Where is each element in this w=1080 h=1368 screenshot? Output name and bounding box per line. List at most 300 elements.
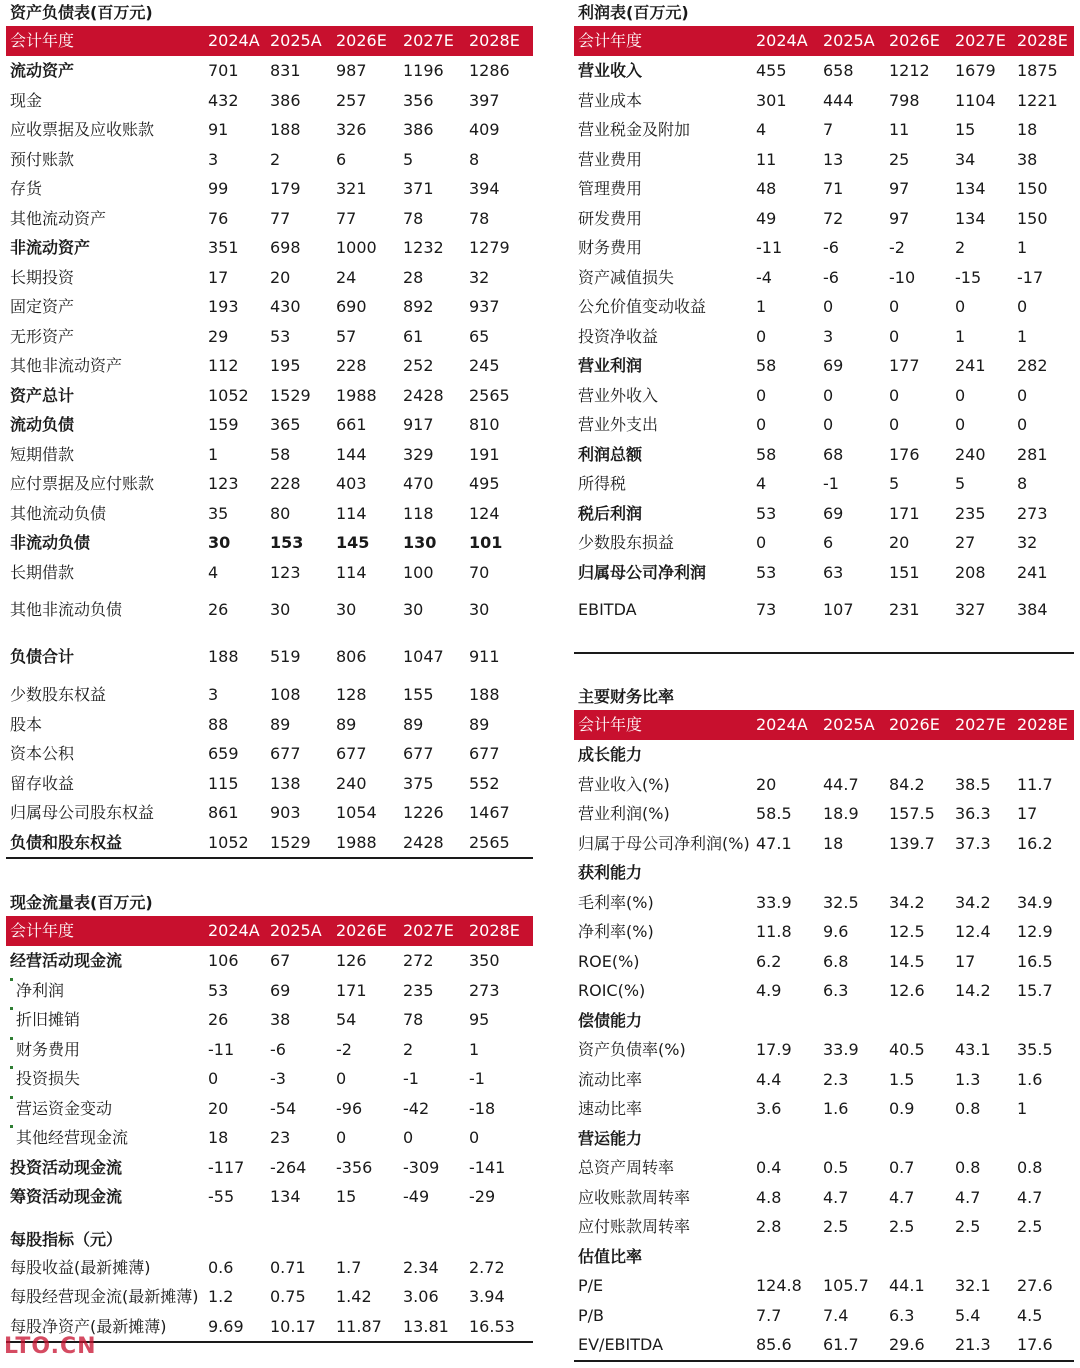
row-value: 44.1 — [889, 1276, 925, 1295]
row-value: 4.9 — [756, 981, 782, 1000]
row-value: 176 — [889, 444, 920, 464]
row-value: 150 — [1017, 208, 1048, 228]
row-value: 23 — [270, 1128, 291, 1147]
row-value: 281 — [1017, 444, 1048, 464]
row-value: 409 — [469, 120, 500, 139]
row-label: 其他非流动负债 — [10, 600, 123, 619]
row-label: 公允价值变动收益 — [578, 297, 707, 316]
row-label: 净利润 — [16, 976, 64, 1006]
row-value: 5.4 — [955, 1305, 981, 1325]
row-label: P/B — [578, 1305, 605, 1325]
row-value: 155 — [403, 685, 434, 704]
row-value: 18.9 — [823, 804, 859, 823]
row-value: 134 — [955, 208, 986, 228]
row-label: 毛利率(%) — [578, 892, 654, 912]
row-value: 20 — [270, 267, 291, 287]
row-value: 1 — [208, 444, 219, 464]
table-row — [574, 976, 1074, 1006]
row-value: 690 — [336, 297, 367, 316]
row-value: 179 — [270, 179, 301, 198]
row-value: 32 — [1017, 533, 1038, 552]
row-value: 1286 — [469, 61, 510, 80]
row-value: 3.94 — [469, 1287, 505, 1306]
row-value: 30 — [336, 600, 357, 619]
row-value: 53 — [756, 503, 777, 523]
row-value: 115 — [208, 773, 239, 793]
row-value: 67 — [270, 951, 291, 970]
row-value: 99 — [208, 179, 229, 198]
row-value: 38 — [270, 1010, 291, 1029]
table-row — [574, 770, 1074, 800]
header-year: 2027E — [955, 31, 1006, 50]
row-value: 4.5 — [1017, 1305, 1043, 1325]
row-value: 798 — [889, 90, 920, 110]
balance-sheet-panel — [6, 0, 533, 859]
row-value: 235 — [955, 503, 986, 523]
header-year: 2027E — [403, 31, 454, 50]
row-value: 937 — [469, 297, 500, 316]
row-value: 1 — [469, 1039, 480, 1059]
row-value: 58 — [756, 444, 777, 464]
row-label: 营业收入 — [578, 61, 643, 80]
table-row — [6, 499, 533, 529]
row-value: -17 — [1017, 267, 1044, 287]
row-value: 34.9 — [1017, 892, 1053, 912]
row-value: 10.17 — [270, 1316, 316, 1336]
row-value: 4 — [208, 562, 219, 582]
row-value: 0 — [889, 385, 900, 405]
table-row — [574, 469, 1074, 499]
row-label: 总资产周转率 — [578, 1158, 675, 1177]
header-year: 2025A — [823, 715, 875, 734]
row-value: 70 — [469, 562, 490, 582]
row-value: 107 — [823, 600, 854, 619]
table-row — [574, 1094, 1074, 1124]
row-value: 177 — [889, 356, 920, 375]
row-label: 营业收入(%) — [578, 774, 670, 794]
row-value: 5 — [955, 474, 966, 493]
row-label: 每股收益(最新摊薄) — [10, 1257, 151, 1277]
row-value: 4 — [756, 474, 767, 493]
table-row — [6, 1035, 533, 1065]
row-value: 1047 — [403, 647, 444, 666]
row-value: 0.71 — [270, 1257, 306, 1277]
row-value: 1875 — [1017, 61, 1058, 80]
table-row — [6, 115, 533, 145]
row-value: 661 — [336, 415, 367, 434]
row-value: 0.7 — [889, 1158, 915, 1177]
row-value: 0 — [469, 1128, 480, 1147]
row-value: -29 — [469, 1187, 496, 1206]
row-value: 78 — [403, 208, 424, 228]
row-value: 84.2 — [889, 774, 925, 794]
row-value: 85.6 — [756, 1335, 792, 1354]
row-label: 投资净收益 — [578, 326, 659, 346]
table-row — [574, 558, 1074, 588]
row-value: 20 — [889, 533, 910, 552]
header-year: 2024A — [756, 31, 808, 50]
row-value: 14.2 — [955, 981, 991, 1000]
row-value: 1 — [1017, 238, 1028, 257]
row-value: 63 — [823, 562, 844, 582]
ratios-header — [574, 710, 1074, 740]
row-value: 831 — [270, 61, 301, 80]
row-value: 61.7 — [823, 1335, 859, 1354]
row-value: 0.4 — [756, 1158, 782, 1177]
table-row — [6, 1253, 533, 1283]
row-value: -1 — [823, 474, 839, 493]
table-row — [574, 1124, 1074, 1154]
row-label: 存货 — [10, 179, 43, 198]
table-row — [6, 710, 533, 740]
row-value: 228 — [336, 356, 367, 375]
header-label: 会计年度 — [10, 31, 75, 50]
row-value: 27.6 — [1017, 1276, 1053, 1295]
per-share-title: 每股指标（元） — [10, 1229, 123, 1249]
row-value: 0.5 — [823, 1158, 849, 1177]
row-label: 少数股东权益 — [10, 685, 107, 704]
row-value: 698 — [270, 238, 301, 257]
row-value: -55 — [208, 1187, 235, 1206]
row-value: 17 — [1017, 804, 1038, 823]
header-label: 会计年度 — [578, 31, 643, 50]
row-label: 负债合计 — [10, 647, 75, 666]
row-value: 892 — [403, 297, 434, 316]
row-value: 2 — [270, 149, 281, 169]
row-label: 研发费用 — [578, 208, 643, 228]
row-value: 1 — [756, 297, 767, 316]
row-value: 6.3 — [889, 1305, 915, 1325]
header-year: 2025A — [270, 31, 322, 50]
row-label: 财务费用 — [16, 1035, 80, 1065]
row-value: 0 — [336, 1069, 347, 1088]
income-divider — [574, 652, 1074, 654]
row-value: 2.72 — [469, 1257, 505, 1277]
row-value: 1279 — [469, 238, 510, 257]
row-value: 15 — [955, 120, 976, 139]
row-value: 188 — [469, 685, 500, 704]
row-value: 470 — [403, 474, 434, 493]
row-value: 1052 — [208, 385, 249, 405]
row-value: 12.9 — [1017, 922, 1053, 941]
row-value: 6 — [823, 533, 834, 552]
row-label: 归属母公司净利润 — [578, 562, 707, 582]
row-label: 投资损失 — [16, 1064, 80, 1094]
row-value: 17 — [955, 951, 976, 971]
table-row — [574, 145, 1074, 175]
row-value: 1196 — [403, 61, 444, 80]
row-value: 49 — [756, 208, 777, 228]
row-value: 171 — [336, 980, 367, 1000]
row-value: 4.8 — [756, 1187, 782, 1207]
row-value: 33.9 — [823, 1040, 859, 1059]
row-value: 2565 — [469, 385, 510, 405]
table-row — [574, 1301, 1074, 1331]
row-value: 2428 — [403, 385, 444, 405]
row-label: 其他流动资产 — [10, 208, 107, 228]
row-label: 应付票据及应付账款 — [10, 474, 155, 493]
table-row — [6, 1064, 533, 1094]
row-value: 0.9 — [889, 1099, 915, 1118]
row-label: 非流动负债 — [10, 533, 91, 552]
watermark: LTO.CN — [4, 1334, 97, 1359]
row-value: 128 — [336, 685, 367, 704]
row-value: 35.5 — [1017, 1040, 1053, 1059]
row-value: 9.6 — [823, 922, 849, 941]
header-label: 会计年度 — [578, 715, 643, 734]
row-value: 150 — [1017, 179, 1048, 198]
row-value: 4.7 — [955, 1187, 981, 1207]
row-value: -49 — [403, 1187, 430, 1206]
row-value: -96 — [336, 1098, 363, 1118]
row-label: 偿债能力 — [578, 1010, 643, 1030]
row-value: 188 — [208, 647, 239, 666]
row-value: 16.53 — [469, 1316, 515, 1336]
row-label: P/E — [578, 1276, 604, 1295]
row-value: 1052 — [208, 832, 249, 852]
table-row — [574, 351, 1074, 381]
row-value: 77 — [336, 208, 357, 228]
row-value: 0 — [336, 1128, 347, 1147]
row-label: EV/EBITDA — [578, 1335, 664, 1354]
cash-flow-title: 现金流量表(百万元) — [10, 893, 153, 912]
table-row — [574, 528, 1074, 558]
table-row — [574, 1065, 1074, 1095]
row-label: 营运能力 — [578, 1128, 643, 1148]
row-value: 57 — [336, 326, 357, 346]
row-value: 0.8 — [955, 1099, 981, 1118]
row-value: 38 — [1017, 149, 1038, 169]
row-value: -1 — [403, 1069, 419, 1088]
row-value: 73 — [756, 600, 777, 619]
row-value: 350 — [469, 951, 500, 970]
income-statement-title: 利润表(百万元) — [578, 3, 689, 22]
table-row — [574, 799, 1074, 829]
row-value: 917 — [403, 415, 434, 434]
row-value: 241 — [1017, 562, 1048, 582]
row-value: 375 — [403, 773, 434, 793]
header-year: 2025A — [823, 31, 875, 50]
balance-sheet-body — [6, 56, 533, 859]
row-value: -54 — [270, 1098, 297, 1118]
row-value: 11.87 — [336, 1316, 382, 1336]
row-value: 2.5 — [823, 1217, 849, 1236]
row-value: 987 — [336, 61, 367, 80]
row-value: 69 — [270, 980, 291, 1000]
row-value: 124.8 — [756, 1276, 802, 1295]
row-value: 80 — [270, 503, 291, 523]
header-year: 2024A — [208, 31, 260, 50]
row-value: 118 — [403, 503, 434, 523]
row-label: 营业利润(%) — [578, 804, 670, 823]
row-value: 1 — [1017, 1099, 1028, 1118]
row-value: 3 — [823, 326, 834, 346]
row-value: 69 — [823, 503, 844, 523]
row-value: 58 — [756, 356, 777, 375]
header-year: 2024A — [208, 921, 260, 940]
row-label: 应收账款周转率 — [578, 1187, 691, 1207]
row-value: 1.6 — [1017, 1069, 1043, 1089]
row-value: -15 — [955, 267, 982, 287]
income-statement-body — [574, 56, 1074, 633]
row-value: 2.8 — [756, 1217, 782, 1236]
row-value: 6.3 — [823, 981, 849, 1000]
row-value: 4.4 — [756, 1069, 782, 1089]
row-value: 4.7 — [823, 1187, 849, 1207]
row-value: 89 — [403, 714, 424, 734]
row-value: 191 — [469, 444, 500, 464]
row-label: 营业利润 — [578, 356, 643, 375]
row-value: 58 — [270, 444, 291, 464]
row-value: 44.7 — [823, 774, 859, 794]
ratios-body — [574, 740, 1074, 1362]
row-value: 0.6 — [208, 1257, 234, 1277]
row-value: 9.69 — [208, 1316, 244, 1336]
row-value: 38.5 — [955, 774, 991, 794]
row-label: 短期借款 — [10, 444, 75, 464]
row-value: 1.7 — [336, 1257, 362, 1277]
balance-sheet-title: 资产负债表(百万元) — [10, 3, 153, 22]
row-value: 13.81 — [403, 1316, 449, 1336]
row-value: 327 — [955, 600, 986, 619]
row-value: 12.4 — [955, 922, 991, 941]
row-value: 403 — [336, 474, 367, 493]
row-value: -1 — [469, 1069, 485, 1088]
balance-sheet-header — [6, 26, 533, 56]
table-row — [574, 1153, 1074, 1183]
row-value: 2.5 — [955, 1217, 981, 1236]
row-label: ROE(%) — [578, 951, 640, 971]
row-label: 流动负债 — [10, 415, 75, 434]
row-value: 144 — [336, 444, 367, 464]
row-value: 321 — [336, 179, 367, 198]
row-value: -11 — [756, 238, 783, 257]
row-value: 0 — [756, 533, 767, 552]
row-value: 15.7 — [1017, 981, 1053, 1000]
row-value: 89 — [336, 714, 357, 734]
row-value: 47.1 — [756, 833, 792, 853]
row-value: 139.7 — [889, 833, 935, 853]
row-label: 固定资产 — [10, 297, 75, 316]
row-value: 37.3 — [955, 833, 991, 853]
row-value: 108 — [270, 685, 301, 704]
table-row — [574, 947, 1074, 977]
row-value: 91 — [208, 120, 229, 139]
row-value: 112 — [208, 356, 239, 375]
table-row — [6, 292, 533, 322]
row-value: 89 — [270, 714, 291, 734]
row-value: 455 — [756, 61, 787, 80]
row-value: 329 — [403, 444, 434, 464]
ratios-title: 主要财务比率 — [578, 687, 675, 706]
row-label: 营业费用 — [578, 149, 643, 169]
table-row — [574, 410, 1074, 440]
row-value: 3.6 — [756, 1099, 782, 1118]
table-row — [6, 633, 533, 680]
row-value: -117 — [208, 1157, 245, 1177]
row-value: 386 — [403, 120, 434, 139]
table-row — [6, 1123, 533, 1153]
row-value: 100 — [403, 562, 434, 582]
table-row — [6, 528, 533, 558]
row-label: 成长能力 — [578, 745, 643, 764]
row-value: 0.75 — [270, 1287, 306, 1306]
row-value: 17 — [208, 267, 229, 287]
row-label: 营业外支出 — [578, 415, 659, 434]
table-row — [574, 499, 1074, 529]
table-row — [574, 292, 1074, 322]
row-value: 0 — [889, 326, 900, 346]
row-value: 1988 — [336, 385, 377, 405]
table-row — [6, 86, 533, 116]
row-value: 0.8 — [1017, 1158, 1043, 1177]
row-value: 151 — [889, 562, 920, 582]
row-value: 3 — [208, 149, 219, 169]
row-label: 现金 — [10, 90, 43, 110]
row-value: 134 — [955, 179, 986, 198]
row-value: 272 — [403, 951, 434, 970]
row-value: 69 — [823, 356, 844, 375]
row-value: 3 — [208, 685, 219, 704]
row-value: 138 — [270, 773, 301, 793]
row-value: 2.34 — [403, 1257, 439, 1277]
row-value: 1679 — [955, 61, 996, 80]
table-row — [6, 204, 533, 234]
row-label: 长期投资 — [10, 267, 75, 287]
row-value: 356 — [403, 90, 434, 110]
header-year: 2028E — [1017, 31, 1068, 50]
row-value: 126 — [336, 951, 367, 970]
row-value: 282 — [1017, 356, 1048, 375]
row-value: 1529 — [270, 832, 311, 852]
row-label: 营业外收入 — [578, 385, 659, 405]
row-value: 1104 — [955, 90, 996, 110]
row-label: 管理费用 — [578, 179, 643, 198]
row-value: 1226 — [403, 803, 444, 822]
row-value: 0.8 — [955, 1158, 981, 1177]
row-value: 0 — [1017, 385, 1028, 405]
row-label: 获利能力 — [578, 863, 643, 882]
row-value: 658 — [823, 61, 854, 80]
table-row — [574, 740, 1074, 770]
row-label: 其他流动负债 — [10, 503, 107, 523]
row-label: 其他非流动资产 — [10, 356, 123, 375]
row-value: 235 — [403, 980, 434, 1000]
row-value: 105.7 — [823, 1276, 869, 1295]
row-value: 228 — [270, 474, 301, 493]
row-value: 43.1 — [955, 1040, 991, 1059]
row-value: 495 — [469, 474, 500, 493]
row-value: 861 — [208, 803, 239, 822]
table-row — [6, 769, 533, 799]
row-value: 0 — [823, 297, 834, 316]
table-row — [6, 1182, 533, 1212]
row-value: 241 — [955, 356, 986, 375]
row-value: -4 — [756, 267, 772, 287]
table-row — [6, 469, 533, 499]
ratios-panel — [574, 684, 1074, 1362]
row-value: 76 — [208, 208, 229, 228]
row-value: 701 — [208, 61, 239, 80]
row-value: 1.5 — [889, 1069, 915, 1089]
row-value: 16.2 — [1017, 833, 1053, 853]
row-value: 432 — [208, 90, 239, 110]
row-label: 归属母公司股东权益 — [10, 803, 155, 822]
row-value: 2 — [955, 238, 966, 257]
row-value: 29 — [208, 326, 229, 346]
row-value: 2 — [403, 1039, 414, 1059]
row-label: 营业税金及附加 — [578, 120, 691, 139]
